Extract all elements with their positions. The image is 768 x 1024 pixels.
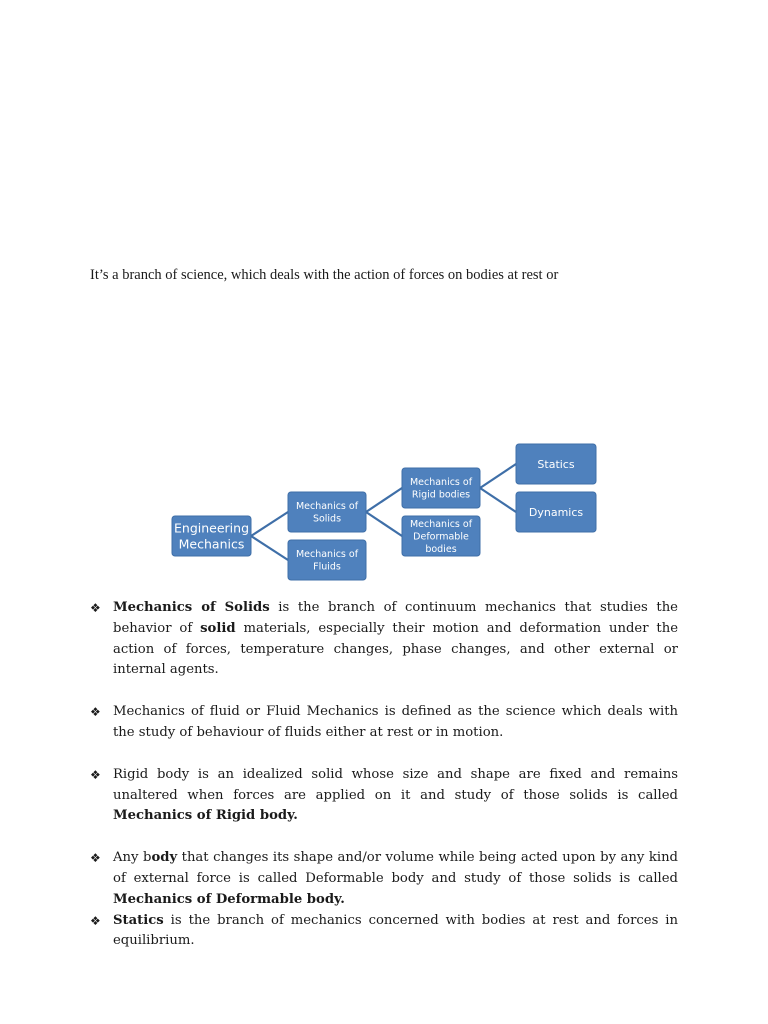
bold-term: ody <box>151 850 178 866</box>
definition-text: materials, especially their motion and deformation under the action of forces, temperature changes, phase changes, and other external or internal agents. <box>113 620 678 678</box>
node-statics <box>516 444 596 484</box>
definition-text: is the branch of mechanics concerned with bodies at rest and forces in equilibrium. <box>113 912 678 949</box>
bold-term: Statics <box>113 912 164 928</box>
node-mechanics-of-rigid-bodies <box>402 468 480 508</box>
connector-engineering-mechanics-to-mechanics-of-fluids <box>251 536 288 560</box>
definition-text: is the branch of continuum mechanics that studies the behavior of <box>113 600 678 636</box>
node-engineering-mechanics <box>172 516 251 556</box>
diamond-bullet-icon: ❖ <box>90 601 101 615</box>
diamond-bullet-icon: ❖ <box>90 705 101 720</box>
node-label-line: Engineering <box>174 520 249 536</box>
definition-text: Rigid body is an idealized solid whose size and shape are fixed and remains unaltered when forces are applied on it and study of those solids is called <box>113 766 678 803</box>
node-label-line: Dynamics <box>528 505 584 519</box>
node-label-line: Solids <box>312 513 342 525</box>
definition-text: Mechanics of fluid or Fluid Mechanics is defined as the science which deals with the study of behaviour of fluids either at rest or in motion. <box>113 704 678 740</box>
definition-item <box>90 702 678 744</box>
node-label-line: Mechanics of <box>295 549 359 561</box>
bold-term: Mechanics of Solids <box>113 600 270 615</box>
node-label-line: Statics <box>537 457 575 471</box>
bold-term: Mechanics of Deformable body. <box>113 891 345 907</box>
connector-mechanics-of-solids-to-mechanics-of-deformable-bodies <box>366 512 402 536</box>
node-mechanics-of-fluids <box>288 540 366 580</box>
node-label-line: bodies <box>425 543 457 555</box>
definition-text: that changes its shape and/or volume while being acted upon by any kind of external force is called Deformable body and study of those solids is called <box>113 850 679 886</box>
bold-term: solid <box>200 620 236 636</box>
node-label-line: Mechanics <box>178 536 245 552</box>
node-label-line: Mechanics of <box>409 518 473 530</box>
node-mechanics-of-deformable-bodies <box>402 516 480 556</box>
definition-item <box>90 765 678 827</box>
diamond-bullet-icon: ❖ <box>90 851 101 866</box>
diamond-bullet-icon: ❖ <box>90 913 101 928</box>
diagram-nodes <box>172 444 596 580</box>
node-dynamics <box>516 492 596 532</box>
node-label-line: Fluids <box>313 561 341 573</box>
definition-item <box>90 598 678 681</box>
connector-engineering-mechanics-to-mechanics-of-solids <box>251 512 288 536</box>
node-label-line: Deformable <box>413 531 469 543</box>
connector-mechanics-of-rigid-bodies-to-statics <box>480 464 516 488</box>
connector-mechanics-of-solids-to-mechanics-of-rigid-bodies <box>366 488 402 512</box>
definition-list <box>90 598 678 952</box>
node-label-line: Mechanics of <box>295 501 359 513</box>
intro-paragraph: It’s a branch of science, which deals with the action of forces on bodies at rest or <box>90 267 559 283</box>
node-mechanics-of-solids <box>288 492 366 532</box>
diamond-bullet-icon: ❖ <box>90 767 101 782</box>
definition-item <box>90 848 678 910</box>
node-label-line: Mechanics of <box>409 477 473 489</box>
connector-mechanics-of-rigid-bodies-to-dynamics <box>480 488 516 512</box>
node-label-line: Rigid bodies <box>411 489 471 501</box>
definition-text: Any b <box>113 850 152 866</box>
definition-item <box>90 911 678 953</box>
bold-term: Mechanics of Rigid body. <box>113 808 298 824</box>
